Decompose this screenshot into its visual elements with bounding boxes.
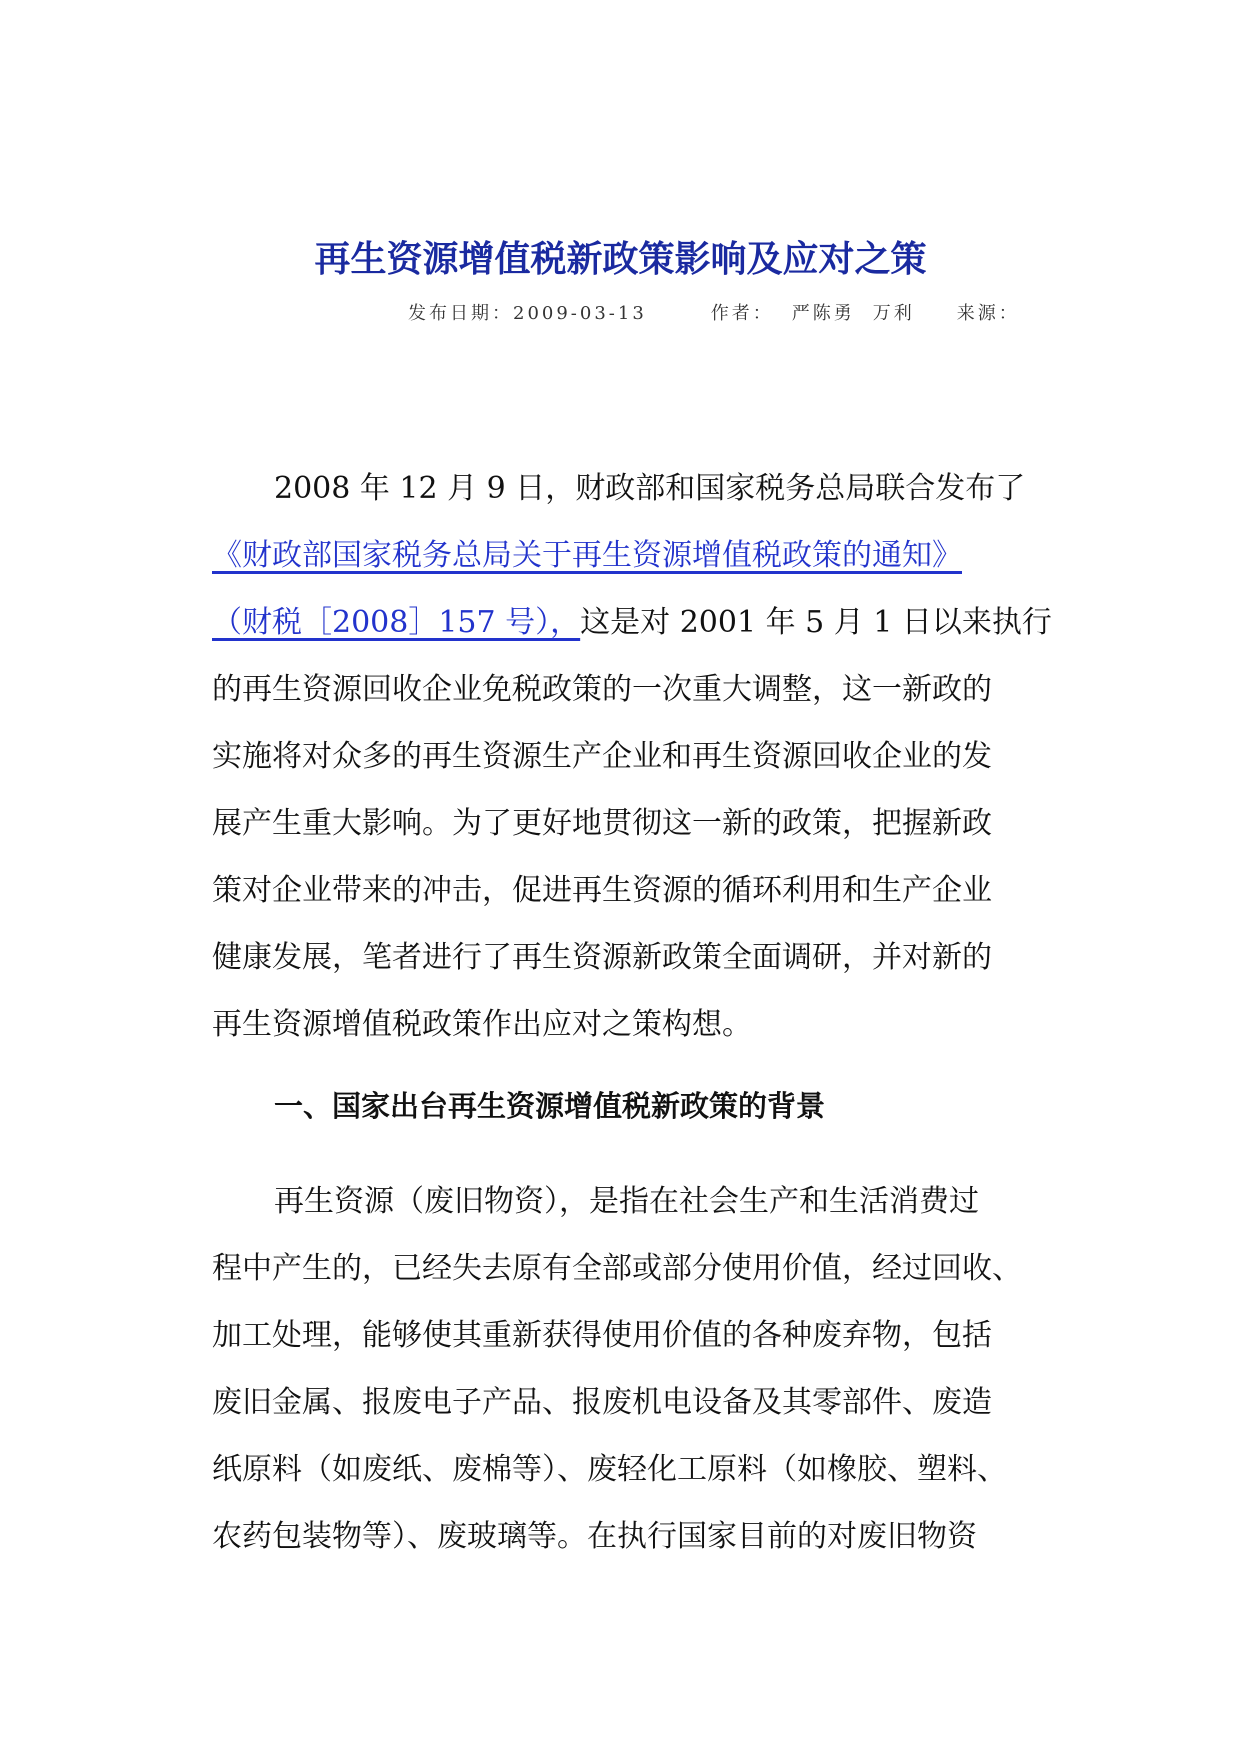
document-title: 再生资源增值税新政策影响及应对之策 [314, 239, 927, 280]
notice-link[interactable]: 《财政部国家税务总局关于再生资源增值税政策的通知》 [212, 538, 962, 573]
paragraph-intro [212, 455, 1052, 1058]
paragraph-line: 加工处理，能够使其重新获得使用价值的各种废弃物，包括 [212, 1318, 992, 1353]
paragraph-line-rest: 这是对 2001 年 5 月 1 日以来执行 [580, 605, 1052, 640]
paragraph-line: 再生资源（废旧物资），是指在社会生产和生活消费过 [274, 1184, 979, 1219]
source-label: 来源： [956, 303, 1020, 324]
section-heading: 一、国家出台再生资源增值税新政策的背景 [274, 1089, 826, 1123]
paragraph-line [212, 522, 1032, 589]
paragraph-line: 展产生重大影响。为了更好地贯彻这一新的政策，把握新政 [212, 806, 992, 841]
paragraph-background [212, 1168, 1032, 1570]
paragraph-line: 纸原料（如废纸、废棉等）、废轻化工原料（如橡胶、塑料、 [212, 1452, 1007, 1487]
notice-number-link[interactable]: （财税［2008］157 号）， [212, 605, 581, 640]
paragraph-line: 农药包装物等）、废玻璃等。在执行国家目前的对废旧物资 [212, 1519, 977, 1554]
author-name-2: 万利 [872, 303, 915, 324]
paragraph-line: 废旧金属、报废电子产品、报废机电设备及其零部件、废造 [212, 1385, 992, 1420]
date-value: 2009-03-13 [513, 303, 647, 324]
paragraph-line [212, 589, 1052, 656]
author-label: 作者： [710, 303, 774, 324]
paragraph-line: 策对企业带来的冲击，促进再生资源的循环利用和生产企业 [212, 873, 992, 908]
paragraph-line: 的再生资源回收企业免税政策的一次重大调整，这一新政的 [212, 672, 992, 707]
date-label: 发布日期： [408, 303, 513, 324]
paragraph-line: 实施将对众多的再生资源生产企业和再生资源回收企业的发 [212, 739, 992, 774]
paragraph-line: 健康发展，笔者进行了再生资源新政策全面调研，并对新的 [212, 940, 992, 975]
paragraph-line: 2008 年 12 月 9 日，财政部和国家税务总局联合发布了 [274, 471, 1026, 506]
author-name-1: 严陈勇 [791, 303, 855, 324]
paragraph-line: 再生资源增值税政策作出应对之策构想。 [212, 1007, 752, 1042]
article-meta [408, 302, 1020, 326]
paragraph-line: 程中产生的，已经失去原有全部或部分使用价值，经过回收、 [212, 1251, 1022, 1286]
